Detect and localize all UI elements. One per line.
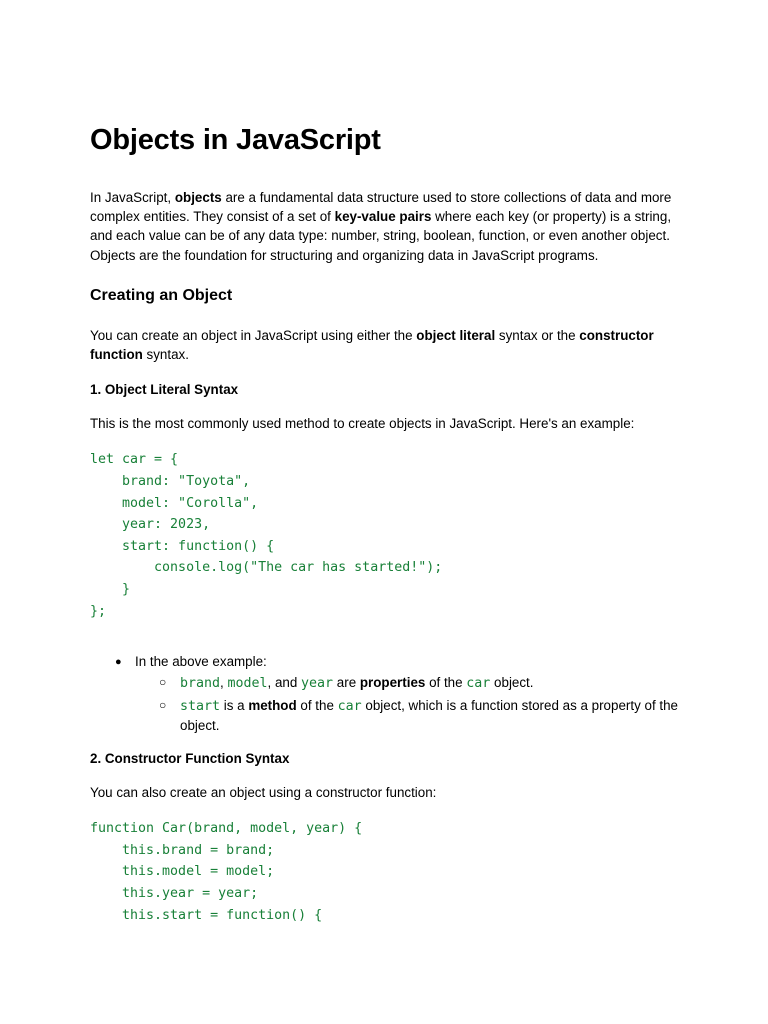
example-bullet-list (90, 652, 690, 735)
code-block-constructor: function Car(brand, model, year) { this.brand = brand; this.model = model; this.year = year; this.start = function() { (90, 821, 363, 923)
sub2-text-3: object, which is a function stored as a property of the object. (180, 697, 678, 733)
inline-code-car: car (337, 698, 362, 714)
sub-list-item-method (135, 696, 690, 735)
sub-list-item-properties (135, 673, 690, 693)
bullet-circle-icon: ○ (159, 675, 167, 690)
sub2-text-2: of the (296, 697, 338, 713)
sub2-text-1: is a (220, 697, 249, 713)
sub1-bold-properties: properties (359, 675, 426, 691)
literal-paragraph: This is the most commonly used method to create objects in JavaScript. Here's an example: (90, 416, 635, 432)
subheading-constructor-function: 2. Constructor Function Syntax (90, 750, 290, 766)
constructor-paragraph: You can also create an object using a constructor function: (90, 784, 437, 800)
intro-text-2: are a fundamental data structure used to store collections of data and more complex entities. They consist of a set of (90, 190, 672, 225)
sub1-text-5: object. (490, 675, 534, 691)
creating-text-3: syntax. (142, 347, 189, 363)
sub1-text-4: of the (425, 675, 467, 691)
creating-text-2: syntax or the (495, 327, 580, 343)
page-title: Objects in JavaScript (90, 124, 381, 156)
bullet-dot-icon: ● (115, 656, 122, 669)
sub1-text-3: are (333, 675, 360, 691)
section-heading-creating: Creating an Object (90, 286, 233, 304)
document-content (90, 118, 690, 926)
inline-code-year: year (301, 676, 334, 692)
inline-code-model: model (227, 676, 268, 692)
sub2-bold-method: method (248, 697, 297, 713)
creating-bold-literal: object literal (416, 327, 496, 343)
intro-paragraph (90, 188, 690, 265)
sub-bullet-list (135, 673, 690, 735)
creating-paragraph (90, 326, 690, 364)
inline-code-car: car (466, 676, 491, 692)
subheading-object-literal: 1. Object Literal Syntax (90, 382, 239, 398)
inline-code-start: start (180, 698, 221, 714)
intro-text-1: In JavaScript, (90, 190, 175, 205)
intro-bold-objects: objects (174, 190, 222, 205)
code-block-object-literal: let car = { brand: "Toyota", model: "Corolla", year: 2023, start: function() { console.log("The car has started!"); } }; (90, 452, 443, 619)
creating-text-1: You can create an object in JavaScript using either the (90, 327, 417, 343)
list-item-main-text: In the above example: (135, 654, 267, 670)
creating-bold-constructor: constructor function (90, 327, 654, 363)
sub1-text-1: , (220, 675, 228, 691)
intro-bold-key-value: key-value pairs (334, 209, 432, 225)
sub1-text-2: , and (267, 675, 302, 691)
intro-text-3: where each key (or property) is a string, and each value can be of any data type: number, string, boolean, function, or even another object. Objects are the foundation for structuring and organizing data in JavaScript programs. (90, 209, 672, 263)
list-item-main (90, 652, 690, 735)
inline-code-brand: brand (180, 676, 221, 692)
bullet-circle-icon: ○ (159, 697, 167, 712)
